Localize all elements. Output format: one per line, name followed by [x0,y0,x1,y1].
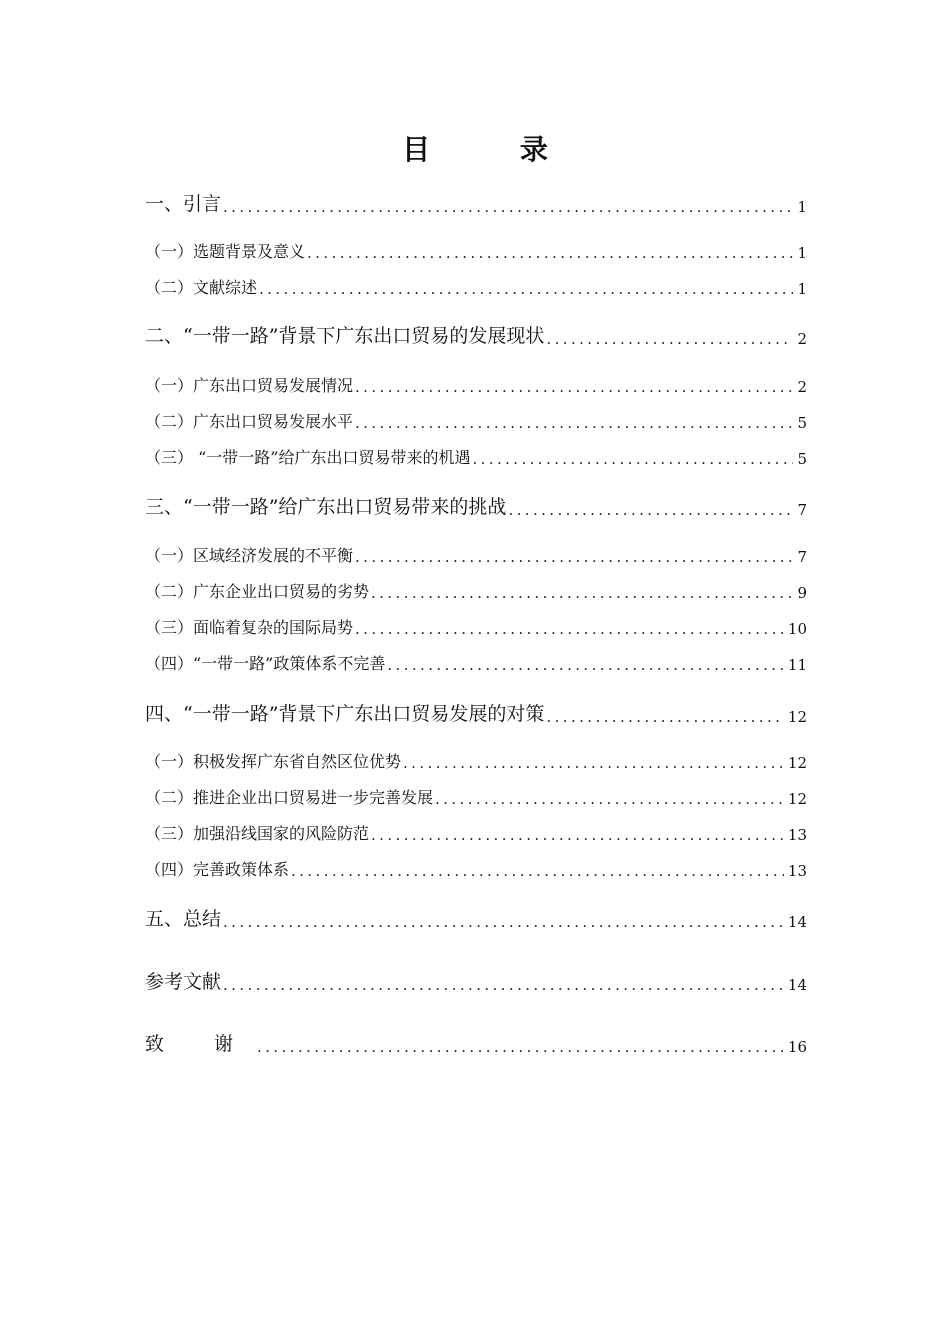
toc-page-number: 1 [797,244,807,262]
toc-page-number: 13 [787,826,807,844]
toc-entry[interactable] [145,491,807,519]
toc-page-number: 13 [787,862,807,880]
toc-page-number: 5 [797,414,807,432]
toc-entry-label: （二）文献综述 [145,278,258,297]
toc-entry-label: 致 谢 [145,1033,256,1055]
dot-leader [371,826,784,844]
toc-entry[interactable] [145,444,807,468]
toc-entry[interactable] [145,748,807,772]
toc-entry[interactable] [145,320,807,348]
dot-leader [387,656,784,674]
toc-entry[interactable] [145,372,807,396]
toc-page-number: 1 [797,198,807,216]
dot-leader [223,198,793,216]
dot-leader [259,280,793,298]
toc-entry[interactable] [145,966,807,994]
toc-page-number: 12 [787,790,807,808]
toc-page-number: 5 [797,450,807,468]
toc-entry-label: （二）广东出口贸易发展水平 [145,412,354,431]
dot-leader [257,1038,784,1056]
toc-entry[interactable] [145,614,807,638]
dot-leader [355,414,793,432]
toc-entry[interactable] [145,408,807,432]
dot-leader [355,548,793,566]
toc-entry-label: （二）推进企业出口贸易进一步完善发展 [145,788,434,807]
toc-entry-label: 三、“一带一路”给广东出口贸易带来的挑战 [145,496,507,518]
toc-entry[interactable] [145,238,807,262]
toc-entry-label: 四、“一带一路”背景下广东出口贸易发展的对策 [145,703,545,725]
toc-page-number: 9 [797,584,807,602]
toc-title: 目 录 [402,133,588,166]
toc-entry[interactable] [145,578,807,602]
toc-page-number: 14 [787,913,807,931]
toc-page-number: 14 [787,976,807,994]
toc-entry[interactable] [145,188,807,216]
dot-leader [355,620,784,638]
dot-leader [223,976,784,994]
dot-leader [403,754,784,772]
toc-entry-label: 一、引言 [145,193,222,215]
toc-entry[interactable] [145,650,807,674]
toc-page-number: 1 [797,280,807,298]
dot-leader [355,378,793,396]
toc-entry-label: （二）广东企业出口贸易的劣势 [145,582,370,601]
toc-page-number: 2 [797,378,807,396]
toc-entry-label: 二、“一带一路”背景下广东出口贸易的发展现状 [145,325,545,347]
dot-leader [546,708,783,726]
dot-leader [508,501,793,519]
toc-entry-label: （一）广东出口贸易发展情况 [145,376,354,395]
dot-leader [435,790,784,808]
dot-leader [371,584,793,602]
toc-entry[interactable] [145,274,807,298]
toc-entry-label: （一）区域经济发展的不平衡 [145,546,354,565]
toc-page-number: 7 [797,501,807,519]
dot-leader [472,450,793,468]
dot-leader [307,244,793,262]
toc-entry[interactable] [145,698,807,726]
toc-entry[interactable] [145,856,807,880]
toc-page-number: 16 [787,1038,807,1056]
toc-entry-label: （三）面临着复杂的国际局势 [145,618,354,637]
toc-page-number: 2 [797,330,807,348]
toc-entry-label: 五、总结 [145,908,222,930]
toc-entry-label: （一）选题背景及意义 [145,242,306,261]
toc-entry-label: （三） “一带一路”给广东出口贸易带来的机遇 [145,448,471,467]
dot-leader [546,330,793,348]
toc-entry-label: 参考文献 [145,971,222,993]
dot-leader [223,913,784,931]
toc-entry[interactable] [145,820,807,844]
toc-page-number: 10 [787,620,807,638]
dot-leader [291,862,784,880]
toc-entry[interactable] [145,784,807,808]
toc-entry-label: （四）完善政策体系 [145,860,290,879]
toc-page-number: 12 [787,708,807,726]
toc-page-number: 12 [787,754,807,772]
toc-page-number: 11 [787,656,807,674]
toc-entry-label: （三）加强沿线国家的风险防范 [145,824,370,843]
toc-entry[interactable] [145,1028,807,1056]
toc-entry-label: （四）“一带一路”政策体系不完善 [145,654,386,673]
toc-entry[interactable] [145,542,807,566]
toc-page-number: 7 [797,548,807,566]
toc-entry-label: （一）积极发挥广东省自然区位优势 [145,752,402,771]
toc-entry[interactable] [145,903,807,931]
